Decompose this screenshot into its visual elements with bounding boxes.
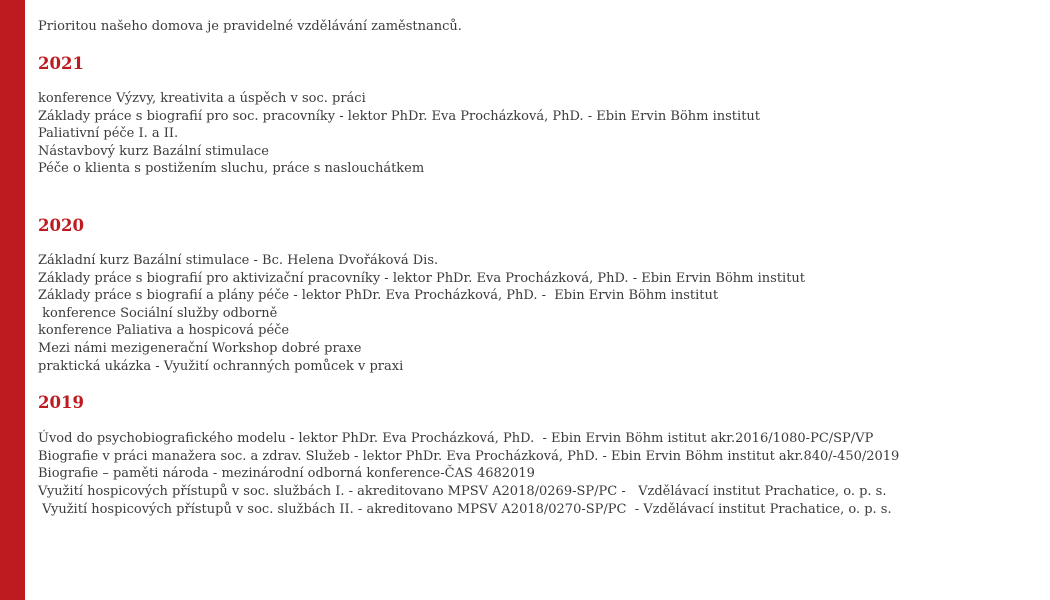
training-list-2021	[38, 90, 1038, 178]
list-item: Mezi námi mezigenerační Workshop dobré praxe	[38, 340, 362, 356]
list-item: Využití hospicových přístupů v soc. službách II. - akreditovano MPSV A2018/0270-SP/PC - Vzdělávací institut Prachatice, o. p. s.	[38, 501, 892, 517]
list-item: konference Výzvy, kreativita a úspěch v soc. práci	[38, 91, 366, 106]
training-list-2020	[38, 252, 1038, 375]
list-item: Využití hospicových přístupů v soc. službách I. - akreditovano MPSV A2018/0269-SP/PC - Vzdělávací institut Prachatice, o. p. s.	[38, 483, 887, 499]
list-item: Biografie v práci manažera soc. a zdrav. Služeb - lektor PhDr. Eva Procházková, PhD. - Ebin Ervin Böhm institut akr.840/-450/2019	[38, 448, 900, 464]
training-list-2019	[38, 430, 1038, 518]
list-item: konference Sociální služby odborně	[38, 305, 278, 321]
list-item: Základy práce s biografií a plány péče - lektor PhDr. Eva Procházková, PhD. - Ebin Ervin Böhm institut	[38, 288, 719, 304]
intro-text: Prioritou našeho domova je pravidelné vzdělávání zaměstnanců.	[38, 19, 462, 34]
list-item: konference Paliativa a hospicová péče	[38, 323, 290, 339]
year-heading-2021: 2021	[38, 54, 84, 73]
list-item: Úvod do psychobiografického modelu - lektor PhDr. Eva Procházková, PhD. - Ebin Ervin Böhm istitut akr.2016/1080-PC/SP/VP	[38, 431, 874, 447]
list-item: Základy práce s biografií pro soc. pracovníky - lektor PhDr. Eva Procházková, PhD. - Ebin Ervin Böhm institut	[38, 108, 761, 124]
year-heading-2019: 2019	[38, 393, 84, 413]
list-item: Základy práce s biografií pro aktivizační pracovníky - lektor PhDr. Eva Procházková, PhD. - Ebin Ervin Böhm institut	[38, 270, 806, 286]
accent-sidebar-bar	[0, 0, 25, 600]
list-item: Péče o klienta s postižením sluchu, práce s naslouchátkem	[38, 161, 425, 177]
list-item: praktická ukázka - Využití ochranných pomůcek v praxi	[38, 358, 404, 374]
year-heading-2020: 2020	[38, 215, 84, 235]
list-item: Paliativní péče I. a II.	[38, 126, 179, 142]
list-item: Základní kurz Bazální stimulace - Bc. Helena Dvořáková Dis.	[38, 252, 439, 268]
list-item: Nástavbový kurz Bazální stimulace	[38, 143, 269, 159]
content	[38, 18, 1038, 518]
list-item: Biografie – paměti národa - mezinárodní odborná konference-ČAS 4682019	[38, 466, 535, 482]
